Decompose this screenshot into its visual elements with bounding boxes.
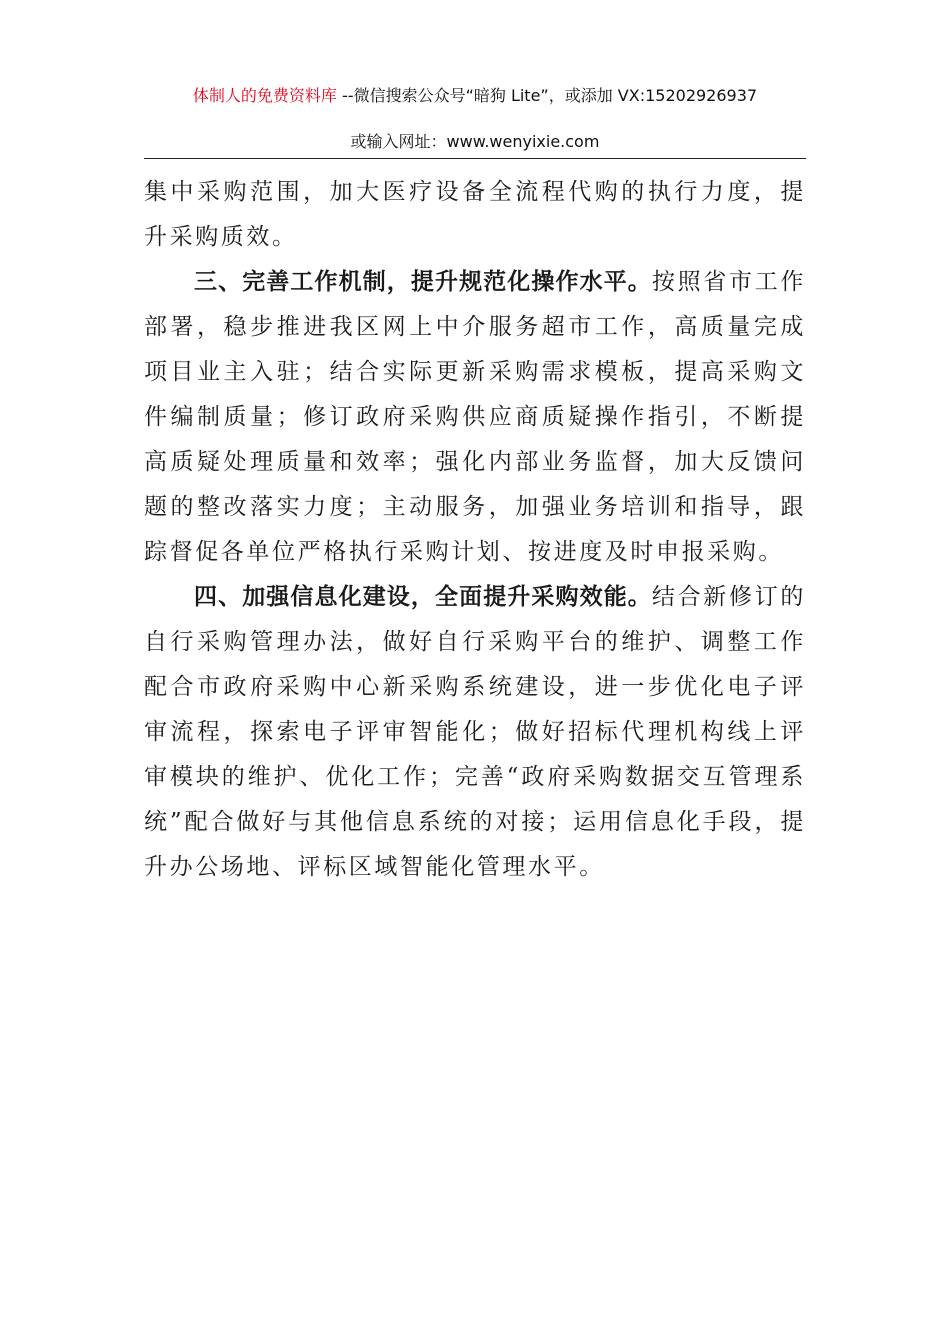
paragraph-section-3 [144, 260, 806, 575]
paragraph-text: 集中采购范围，加大医疗设备全流程代购的执行力度，提升采购质效。 [144, 179, 806, 250]
header-promo-line [120, 84, 830, 108]
section-heading-4: 四、加强信息化建设，全面提升采购效能。 [194, 584, 652, 610]
paragraph-text: 结合新修订的自行采购管理办法，做好自行采购平台的维护、调整工作配合市政府采购中心新采购系统建设，进一步优化电子评审流程，探索电子评审智能化；做好招标代理机构线上评审模块的维护、优化工作；完善“政府采购数据交互管理系统”配合做好与其他信息系统的对接；运用信息化手段，提升办公场地、评标区域智能化管理水平。 [144, 584, 807, 880]
header-promo-text: --微信搜索公众号“暗狗 Lite”，或添加 VX:15202926937 [336, 86, 758, 105]
paragraph-section-4 [144, 575, 806, 890]
document-body [144, 170, 806, 890]
header-website: 或输入网址：www.wenyixie.com [350, 132, 600, 151]
section-heading-3: 三、完善工作机制，提升规范化操作水平。 [194, 269, 652, 295]
header-brand: 体制人的免费资料库 [192, 86, 337, 105]
paragraph-continuation [144, 170, 806, 260]
paragraph-text: 按照省市工作部署，稳步推进我区网上中介服务超市工作，高质量完成项目业主入驻；结合实际更新采购需求模板，提高采购文件编制质量；修订政府采购供应商质疑操作指引，不断提高质疑处理质量和效率；强化内部业务监督，加大反馈问题的整改落实力度；主动服务，加强业务培训和指导，跟踪督促各单位严格执行采购计划、按进度及时申报采购。 [144, 269, 807, 565]
header-divider [144, 158, 806, 159]
